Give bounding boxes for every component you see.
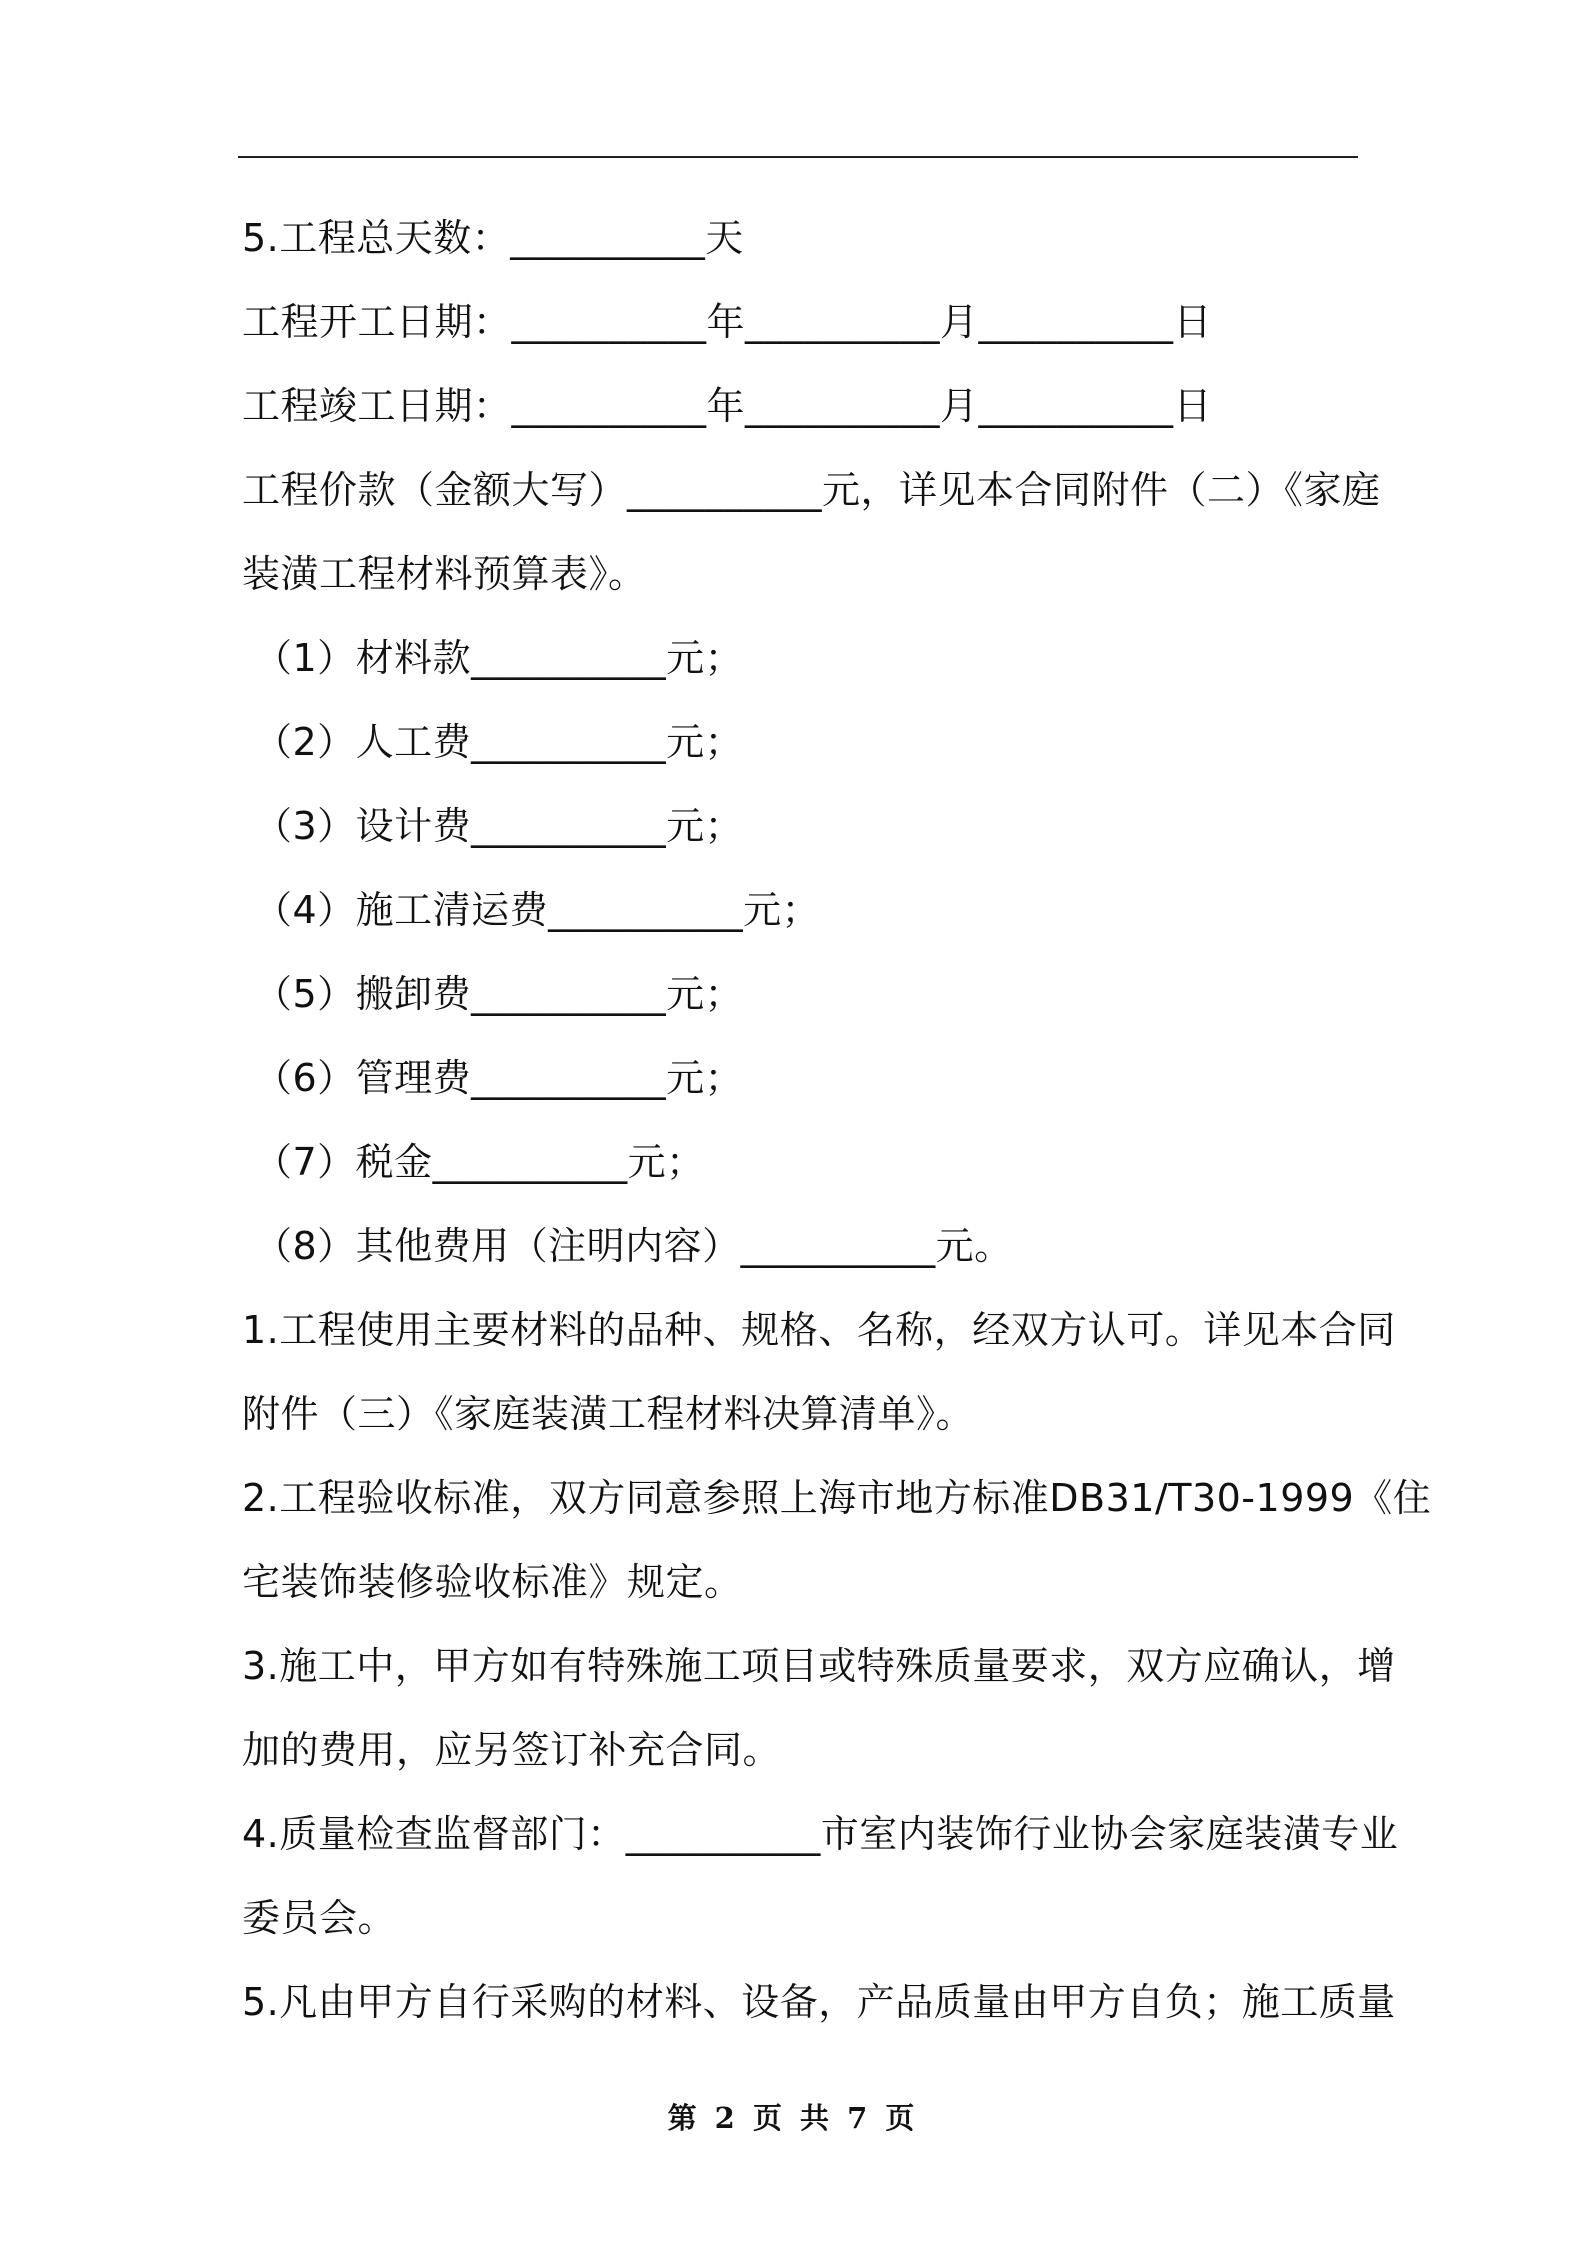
text-line-start-date: 工程开工日期：__________年__________月__________日: [242, 300, 1213, 344]
text-line-total-days: 5.工程总天数：__________天: [242, 216, 744, 260]
list-item-handling-fee: （5）搬卸费__________元；: [254, 972, 744, 1016]
list-item-other-fees: （8）其他费用（注明内容）__________元。: [254, 1224, 1013, 1268]
text-line-price: 工程价款（金额大写）__________元，详见本合同附件（二）《家庭: [242, 468, 1381, 512]
text-line-clause-2: 2.工程验收标准，双方同意参照上海市地方标准DB31/T30-1999《住: [242, 1476, 1432, 1520]
text-line-clause-2-cont: 宅装饰装修验收标准》规定。: [242, 1560, 743, 1604]
list-item-management-fee: （6）管理费__________元；: [254, 1056, 744, 1100]
text-line-clause-4-cont: 委员会。: [242, 1896, 397, 1940]
text-line-clause-1-cont: 附件（三）《家庭装潢工程材料决算清单》。: [242, 1392, 975, 1436]
text-line-clause-3: 3.施工中，甲方如有特殊施工项目或特殊质量要求，双方应确认，增: [242, 1644, 1396, 1688]
document-body: [242, 196, 1432, 2044]
text-line-price-cont: 装潢工程材料预算表》。: [242, 552, 647, 596]
list-item-material-cost: （1）材料款__________元；: [254, 636, 744, 680]
text-line-clause-4: 4.质量检查监督部门：__________市室内装饰行业协会家庭装潢专业: [242, 1812, 1399, 1856]
header-rule: [238, 156, 1358, 158]
page-number-footer: 第 2 页 共 7 页: [667, 2101, 919, 2135]
text-line-clause-5: 5.凡由甲方自行采购的材料、设备，产品质量由甲方自负；施工质量: [242, 1980, 1396, 2024]
text-line-completion-date: 工程竣工日期：__________年__________月__________日: [242, 384, 1213, 428]
list-item-labor-cost: （2）人工费__________元；: [254, 720, 744, 764]
list-item-design-fee: （3）设计费__________元；: [254, 804, 744, 848]
text-line-clause-3-cont: 加的费用，应另签订补充合同。: [242, 1728, 782, 1772]
text-line-clause-1: 1.工程使用主要材料的品种、规格、名称，经双方认可。详见本合同: [242, 1308, 1396, 1352]
list-item-cleanup-fee: （4）施工清运费__________元；: [254, 888, 821, 932]
list-item-tax: （7）税金__________元；: [254, 1140, 705, 1184]
